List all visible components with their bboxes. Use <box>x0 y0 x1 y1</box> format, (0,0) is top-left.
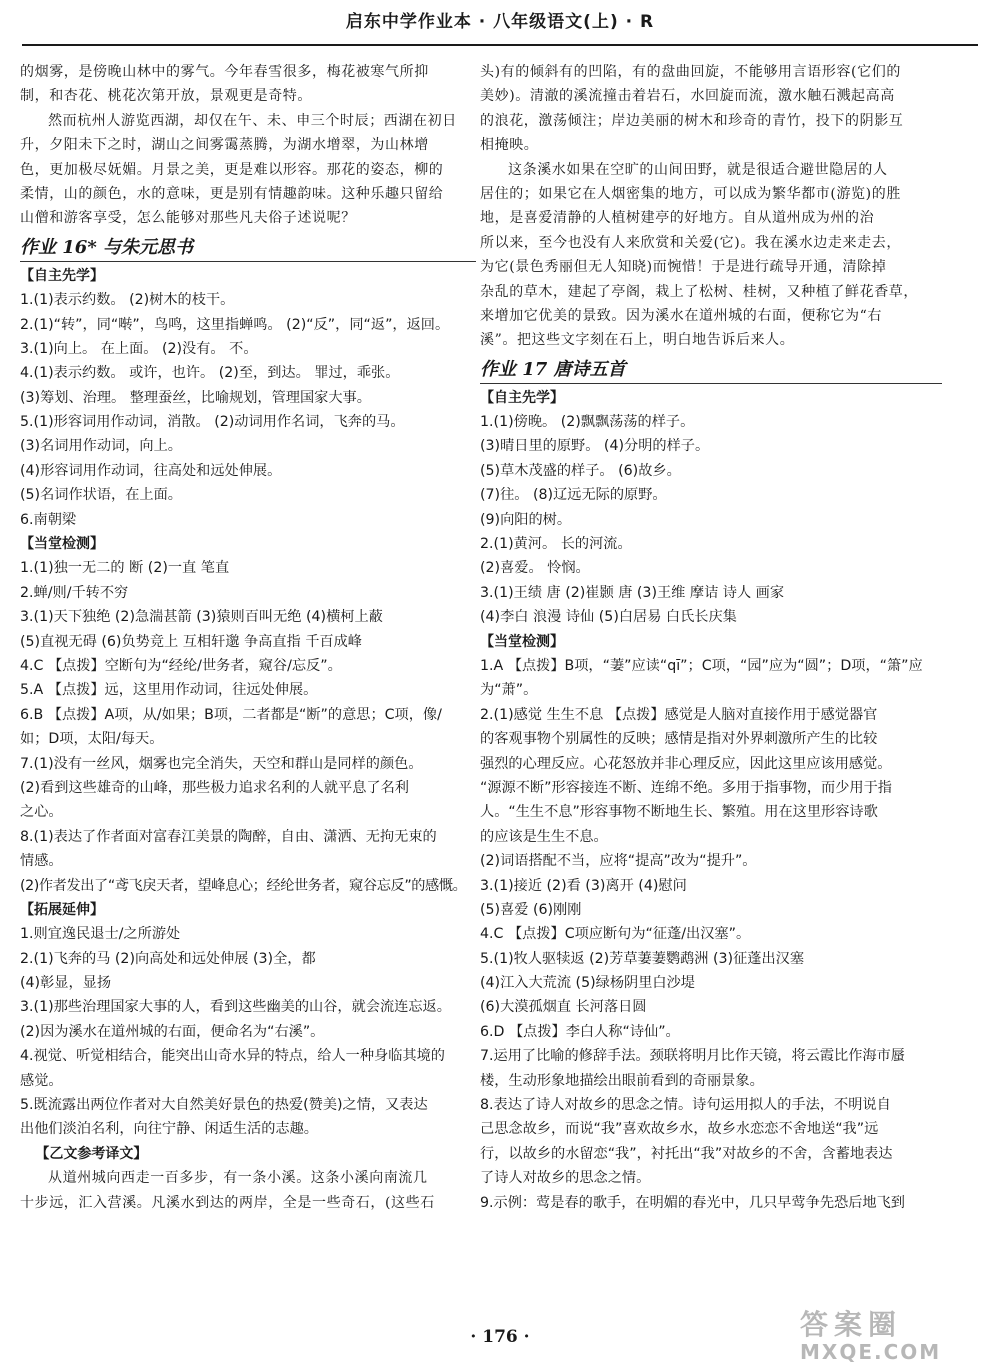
left-intro-translation <box>20 60 476 231</box>
answer-line: 2.蝉/则/千转不穷 <box>20 584 129 601</box>
text-line: 色，更加极尽妩媚。月景之美，更是难以形容。那花的姿态，柳的 <box>20 161 444 178</box>
answers-tuozhan <box>20 922 476 1142</box>
answer-line: (4)江入大荒流 (5)绿杨阴里白沙堤 <box>480 975 695 992</box>
answer-line: 7.运用了比喻的修辞手法。颈联将明月比作天镜，将云霞比作海市蜃 <box>480 1048 905 1065</box>
page-header <box>0 8 1000 48</box>
answer-line: (4)彰显，显扬 <box>20 975 112 992</box>
answer-line: 1.(1)表示约数。 (2)树木的枝干。 <box>20 292 235 309</box>
answer-line: (2)喜爱。 怜悯。 <box>480 560 590 577</box>
text-line: 这条溪水如果在空旷的山间田野，就是很适合避世隐居的人 <box>508 161 888 178</box>
answer-line: (2)因为溪水在道州城的右面，便命名为“右溪”。 <box>20 1023 325 1040</box>
answer-line: 的应该是生生不息。 <box>480 828 608 845</box>
answer-line: 2.(1)飞奔的马 (2)向高处和远处伸展 (3)全，都 <box>20 950 316 967</box>
answer-line: 7.(1)没有一丝风，烟雾也完全消失，天空和群山是同样的颜色。 <box>20 755 423 772</box>
right-column <box>480 60 942 1215</box>
answer-line: 了诗人对故乡的思念之情。 <box>480 1170 651 1187</box>
answer-line: 3.(1)天下独绝 (2)急湍甚箭 (3)猿则百叫无绝 (4)横柯上蔽 <box>20 609 383 626</box>
answer-line: (2)作者发出了“鸢飞戾天者，望峰息心；经纶世务者，窥谷忘反”的感慨。 <box>20 877 467 894</box>
watermark-text-bottom: MXQE.COM <box>800 1340 942 1364</box>
answer-line: (5)草木茂盛的样子。 (6)故乡。 <box>480 462 681 479</box>
answer-line: 人。“生生不息”形容事物不断地生长、繁殖。用在这里形容诗歌 <box>480 804 878 821</box>
page-number: · 176 · <box>470 1327 530 1347</box>
answer-line: 5.既流露出两位作者对大自然美好景色的热爱(赞美)之情，又表达 <box>20 1097 428 1114</box>
text-line: 升，夕阳未下之时，湖山之间雾霭蒸腾，为湖水增翠，为山林增 <box>20 137 429 154</box>
text-line: 的浪花，激荡倾注；岸边美丽的树木和珍奇的青竹，投下的阴影互 <box>480 112 904 129</box>
label-tuozhan-yanshen: 【拓展延伸】 <box>20 901 104 918</box>
section-title-16: 作业 16* 与朱元思书 <box>20 236 193 258</box>
answer-line: 强烈的心理反应。心花怒放并非心理反应，因此这里应该用感觉。 <box>480 755 892 772</box>
header-rule <box>22 44 978 46</box>
text-line: 柔情，山的颜色，水的意味，更是别有情趣韵味。这种乐趣只留给 <box>20 185 444 202</box>
answer-line: 4.(1)表示约数。 或许，也许。 (2)至，到达。 罪过，乖张。 <box>20 365 400 382</box>
text-line: 的烟雾，是傍晚山林中的雾气。今年春雪很多，梅花被寒气所抑 <box>20 64 429 80</box>
label-zizhu-xianxue: 【自主先学】 <box>20 267 104 284</box>
answer-line: 6.南朝梁 <box>20 511 77 528</box>
answer-line: (3)名词用作动词，向上。 <box>20 438 182 455</box>
answer-line: 如；D项，太阳/每天。 <box>20 731 164 748</box>
text-line: 地，是喜爱清静的人植树建亭的好地方。自从道州成为州的治 <box>480 210 875 227</box>
answer-line: (4)形容词用作动词，往高处和远处伸展。 <box>20 462 282 479</box>
left-column <box>20 60 476 1215</box>
answer-line: 2.(1)感觉 生生不息 【点拨】感觉是人脑对直接作用于感觉器官 <box>480 706 878 723</box>
site-watermark <box>800 1310 995 1368</box>
answer-line: 5.(1)形容词用作动词，消散。 (2)动词用作名词，飞奔的马。 <box>20 414 405 431</box>
answer-line: 5.A 【点拨】远，这里用作动词，往远处伸展。 <box>20 682 318 699</box>
answer-line: 3.(1)接近 (2)看 (3)离开 (4)慰问 <box>480 877 687 894</box>
text-line: 相掩映。 <box>480 137 539 154</box>
answer-line: 为“萧”。 <box>480 682 538 699</box>
text-line: 来增加它优美的景致。因为溪水在道州城的右面，便称它为“右 <box>480 307 882 324</box>
text-line: 为它(景色秀丽但无人知晓)而惋惜！于是进行疏导开通，清除掉 <box>480 259 887 276</box>
answer-line: (2)词语搭配不当，应将“提高”改为“提升”。 <box>480 853 757 870</box>
answer-line: (9)向阳的树。 <box>480 511 572 528</box>
text-line: 居住的；如果它在人烟密集的地方，可以成为繁华都市(游览)的胜 <box>480 185 901 202</box>
answer-line: 己思念故乡，而说“我”喜欢故乡水，故乡水恋恋不舍地送“我”远 <box>480 1121 879 1138</box>
text-line: 十步远，汇入营溪。凡溪水到达的两岸，全是一些奇石，(这些石 <box>20 1194 435 1211</box>
answer-line: 5.(1)牧人驱犊返 (2)芳草萋萋鹦鹉洲 (3)征蓬出汉塞 <box>480 950 805 967</box>
answer-line: 1.则宜逸民退士/之所游处 <box>20 926 181 943</box>
answer-line: 1.(1)独一无二的 断 (2)一直 笔直 <box>20 560 230 577</box>
answer-line: 感觉。 <box>20 1072 63 1089</box>
answer-line: (7)往。 (8)辽远无际的原野。 <box>480 487 667 504</box>
answer-line: 情感。 <box>20 853 63 870</box>
text-line: 所以来，至今也没有人来欣赏和关爱(它)。我在溪水边走来走去， <box>480 234 901 251</box>
answer-line: “源源不断”形容接连不断、连绵不绝。多用于指事物，而少用于指 <box>480 779 892 796</box>
answer-line: 8.表达了诗人对故乡的思念之情。诗句运用拟人的手法，不明说自 <box>480 1097 891 1114</box>
answers-dangtang <box>20 556 476 897</box>
answer-line: (5)直视无碍 (6)负势竞上 互相轩邈 争高直指 千百成峰 <box>20 633 362 650</box>
answer-line: 之心。 <box>20 804 63 821</box>
label-dangtang-jiance: 【当堂检测】 <box>20 536 104 553</box>
answer-line: (5)喜爱 (6)刚刚 <box>480 901 582 918</box>
section-title-17: 作业 17 唐诗五首 <box>480 358 626 380</box>
answer-line: 4.视觉、听觉相结合，能突出山奇水异的特点，给人一种身临其境的 <box>20 1048 445 1065</box>
answer-line: 的客观事物个别属性的反映；感情是指对外界刺激所产生的比较 <box>480 731 878 748</box>
answer-line: (5)名词作状语，在上面。 <box>20 487 182 504</box>
text-line: 头)有的倾斜有的凹陷，有的盘曲回旋，不能够用言语形容(它们的 <box>480 64 901 80</box>
right-intro-translation <box>480 60 942 353</box>
answer-line: 8.(1)表达了作者面对富春江美景的陶醉，自由、潇洒、无拘无束的 <box>20 828 437 845</box>
label-zizhu-xianxue: 【自主先学】 <box>480 389 564 406</box>
answer-line: 1.A 【点拨】B项，“萋”应读“qī”；C项，“园”应为“圆”；D项，“箫”应 <box>480 657 923 674</box>
yiwen-translation <box>20 1166 476 1215</box>
answer-line: (4)李白 浪漫 诗仙 (5)白居易 白氏长庆集 <box>480 609 737 626</box>
answers-zizhu <box>480 410 942 630</box>
text-line: 溪”。把这些文字刻在石上，明白地告诉后来人。 <box>480 332 795 349</box>
text-line: 制，和杏花、桃花次第开放，景观更是奇特。 <box>20 88 312 105</box>
answer-line: 行，以故乡的水留恋“我”，衬托出“我”对故乡的不舍，含蓄地表达 <box>480 1145 893 1162</box>
answers-dangtang <box>480 654 942 1215</box>
answer-line: 3.(1)向上。 在上面。 (2)没有。 不。 <box>20 340 258 357</box>
answer-line: (6)大漠孤烟直 长河落日圆 <box>480 999 647 1016</box>
answer-line: 4.C 【点拨】C项应断句为“征蓬/出汉塞”。 <box>480 926 751 943</box>
text-line: 从道州城向西走一百多步，有一条小溪。这条小溪向南流几 <box>48 1170 428 1187</box>
answer-line: 6.D 【点拨】李白人称“诗仙”。 <box>480 1023 680 1040</box>
text-line: 山僧和游客享受，怎么能够对那些凡夫俗子述说呢？ <box>20 210 356 227</box>
answer-line: 2.(1)黄河。 长的河流。 <box>480 536 632 553</box>
label-yiwen-translation: 【乙文参考译文】 <box>35 1145 148 1162</box>
answer-line: (3)筹划、治理。 整理蚕丝，比喻规划，管理国家大事。 <box>20 389 371 406</box>
answers-zizhu <box>20 288 476 532</box>
answer-line: 2.(1)“转”，同“啭”，鸟鸣，这里指蝉鸣。 (2)“反”，同“返”，返回。 <box>20 316 450 333</box>
text-line: 美妙)。清澈的溪流撞击着岩石，水回旋而流，激水触石溅起高高 <box>480 88 895 105</box>
answer-line: 出他们淡泊名利，向往宁静、闲适生活的志趣。 <box>20 1121 318 1138</box>
answer-line: 3.(1)王绩 唐 (2)崔颢 唐 (3)王维 摩诘 诗人 画家 <box>480 584 785 601</box>
label-dangtang-jiance: 【当堂检测】 <box>480 633 564 650</box>
text-line: 杂乱的草木，建起了亭阁，栽上了松树、桂树，又种植了鲜花香草， <box>480 283 918 300</box>
answer-line: 楼，生动形象地描绘出眼前看到的奇丽景象。 <box>480 1072 764 1089</box>
answer-line: (3)晴日里的原野。 (4)分明的样子。 <box>480 438 710 455</box>
answer-line: 6.B 【点拨】A项，从/如果；B项，二者都是“断”的意思；C项，像/ <box>20 706 442 723</box>
answer-line: 9.示例：莺是春的歌手，在明媚的春光中，几只早莺争先恐后地飞到 <box>480 1194 905 1211</box>
watermark-text-top: 答案圈 <box>800 1308 903 1341</box>
text-line: 然而杭州人游览西湖，却仅在午、未、申三个时辰；西湖在初日 <box>48 112 457 129</box>
answer-line: 1.(1)傍晚。 (2)飘飘荡荡的样子。 <box>480 414 695 431</box>
book-title: 启东中学作业本 · 八年级语文(上) · R <box>345 12 655 32</box>
answer-line: 3.(1)那些治理国家大事的人，看到这些幽美的山谷，就会流连忘返。 <box>20 999 451 1016</box>
answer-line: (2)看到这些雄奇的山峰，那些极力追求名利的人就平息了名利 <box>20 779 409 796</box>
answer-line: 4.C 【点拨】空断句为“经纶/世务者，窥谷/忘反”。 <box>20 657 342 674</box>
